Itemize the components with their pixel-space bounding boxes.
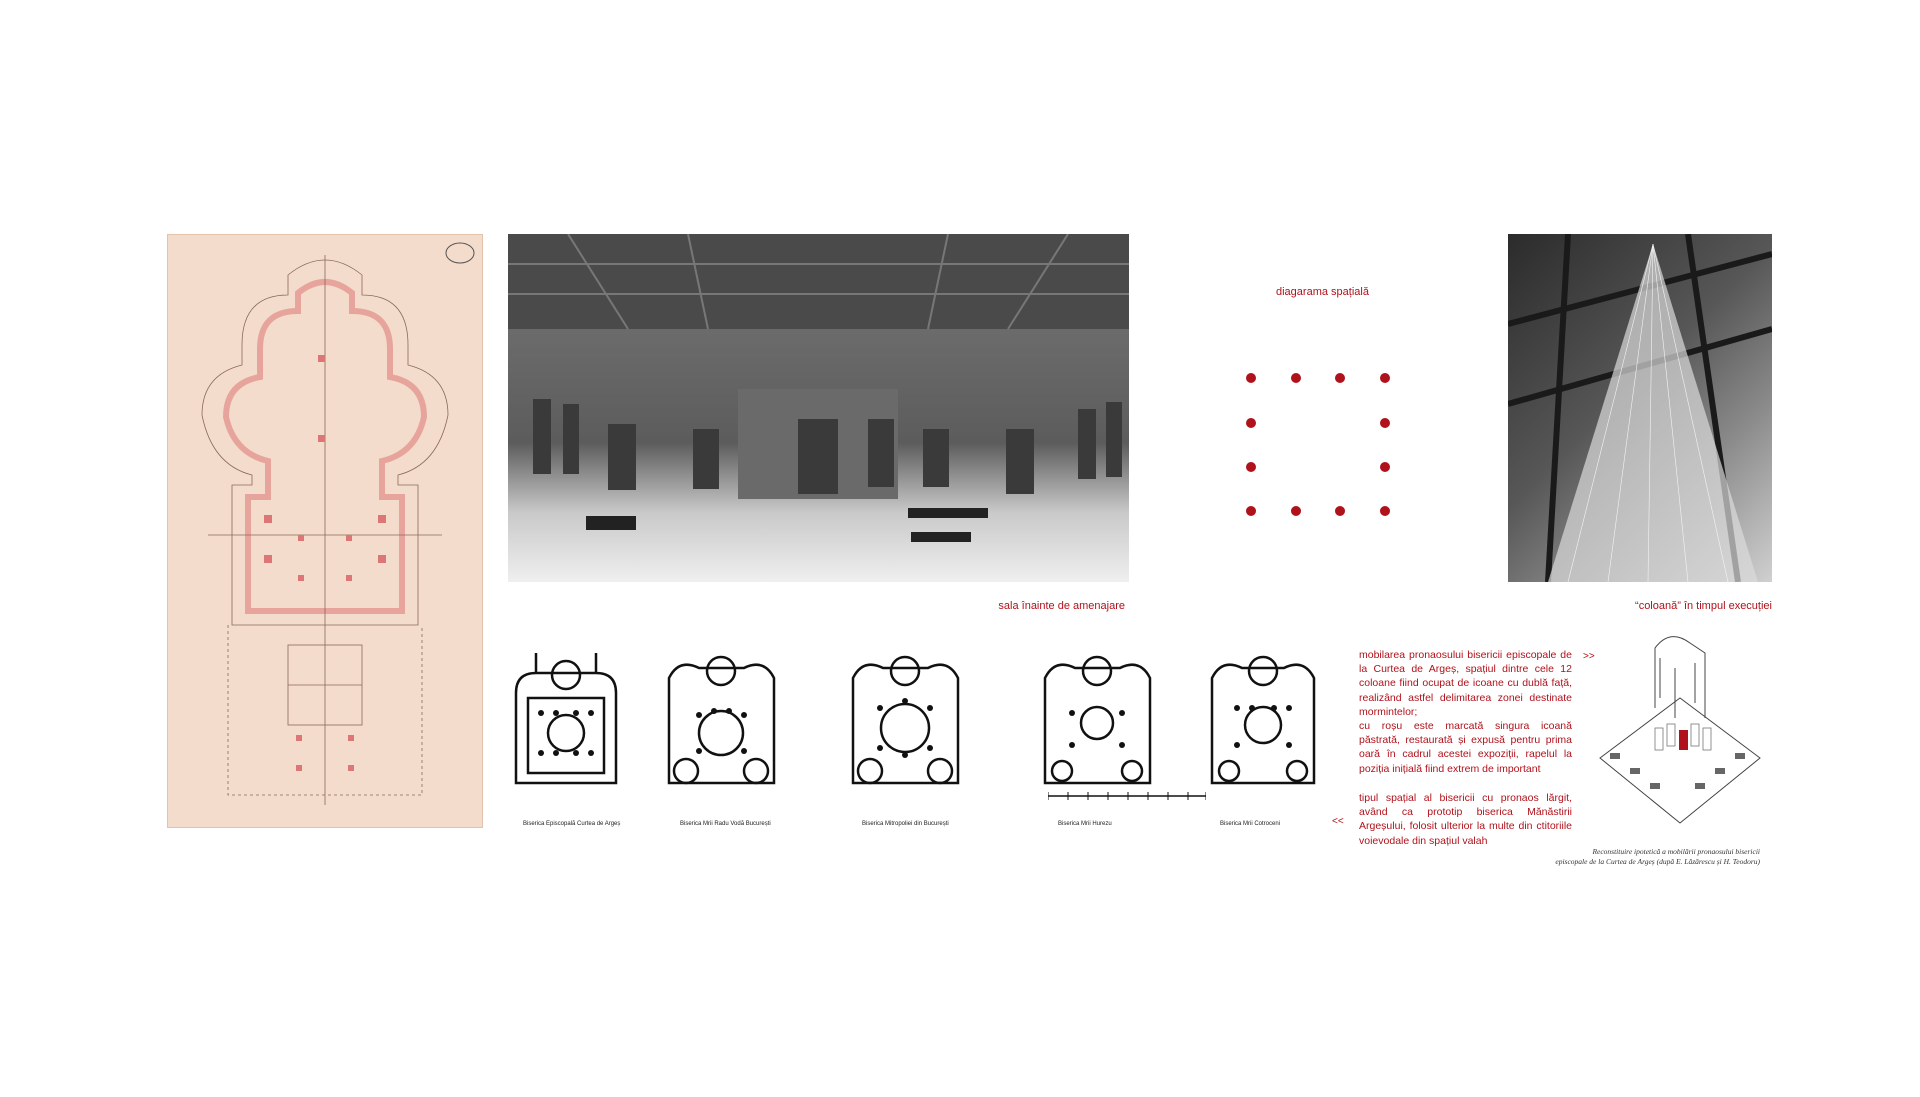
description-paragraph-1 [1359,648,1572,776]
column-dot [1380,462,1390,472]
church-plan [664,653,779,791]
historical-church-plan [167,234,483,828]
column-dot [1246,506,1256,516]
gallery-photo [508,234,1129,582]
right-arrow-marker: >> [1583,651,1595,662]
diagram-title: diagarama spațială [1276,286,1369,298]
plan-label: Biserica Mrii Hurezu [1058,821,1112,827]
description-text-2: cu roșu este marcată singura icoană păstrată, restaurată și expusă pentru prima oară în cadrul acestei expoziții, rapelul la poziția inițială fiind extrem de important [1359,720,1572,775]
historical-plan-drawing [168,235,482,827]
column-dot [1246,418,1256,428]
isometric-caption-line-2: episcopale de la Curtea de Argeș (după E. Lăzărescu și H. Teodoru) [1555,857,1760,866]
column-caption: “coloană” în timpul execuției [1635,600,1772,612]
column-dot [1380,506,1390,516]
column-dot [1335,506,1345,516]
column-dot [1246,373,1256,383]
column-photo-drawing [1508,234,1772,582]
description-text-1: mobilarea pronaosului bisericii episcopale de la Curtea de Argeș, spațiul dintre cele 12 coloane fiind ocupat de icoane cu dublă față, realizând astfel delimitarea zonei destinate mormintelor; [1359,649,1572,718]
plan-label: Biserica Mrii Radu Vodă București [680,821,771,827]
plan-label: Biserica Mitropoliei din București [862,821,949,827]
column-dot [1291,506,1301,516]
scale-bar [1048,792,1206,800]
isometric-caption [1555,847,1760,867]
gallery-photo-drawing [508,234,1129,582]
church-plan [848,653,963,791]
isometric-reconstruction [1595,628,1765,838]
left-arrow-marker: << [1332,816,1344,827]
column-dot [1291,373,1301,383]
description-paragraph-2: tipul spațial al bisericii cu pronaos lărgit, având ca prototip biserica Mănăstirii Argeșului, folosit ulterior la multe din ctitoriile voievodale din spațiul valah [1359,792,1572,847]
preserved-icon-marker [1679,730,1688,750]
church-plan [1207,653,1319,791]
gallery-caption: sala înainte de amenajare [998,600,1125,612]
column-dot [1335,373,1345,383]
stamp-icon [446,243,474,263]
column-dot [1246,462,1256,472]
column-dot [1380,373,1390,383]
column-photo [1508,234,1772,582]
church-plan [506,653,626,791]
column-dot [1380,418,1390,428]
isometric-caption-line-1: Reconstituire ipotetică a mobilării pronaosului bisericii [1592,847,1760,856]
church-plan [1040,653,1155,791]
plan-label: Biserica Episcopală Curtea de Argeș [523,821,621,827]
plan-label: Biserica Mrii Cotroceni [1220,821,1281,827]
